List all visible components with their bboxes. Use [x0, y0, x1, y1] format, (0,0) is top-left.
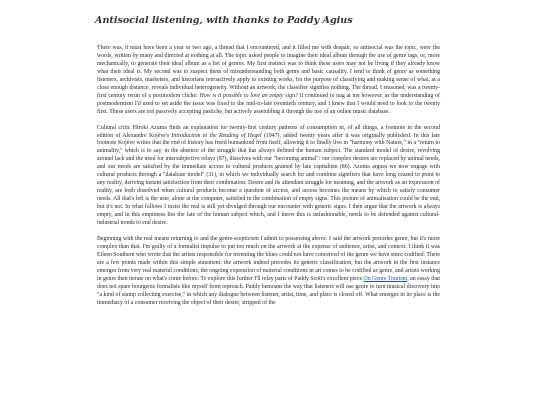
paragraph-2-text-c: (1947), added twenty years after it was originally published. In this late footnote Kojève writes that the end of history has freed humankind from itself, allowing it to finally live in "harmony with Nature," in a "return to animality," which is to say, in the absence of the struggle that has always defined the human subject. The standard model of desire, revolving around lack and the need for intersubjective relays (87), dissolves with our "becoming animal": our complex desires are replaced by animal needs, and our needs are satisfied by the immediate access to cultural products granted by late capitalism (86). Azuma argues we now engage with cultural products through a "database model" (31), in which we individually search for and combine signifiers that have long ceased to point to any reality, deriving instant satisfaction from their combination. Desire and its attendant struggle for meaning, and the artwork as an expression of reality, are both dissolved when cultural products become a question of access, and access becomes the means by which to satisfy consumer needs. All that's left is the user, alone at the computer, satisfied in the combination of empty signs. This picture of animalisation could be the end, but it's not. In what follows I insist the real is still yet divulged through our encounter with generic signs. I then argue that the artwork is always empty, and in this emptiness lies the fate of the human subject which, and I know this is unfashionable, needs to be defended against cultural-industrial trends to end desire.: [97, 132, 440, 227]
article-body: [97, 45, 440, 308]
post-title: Antisocial listening, with thanks to Paddy Agius: [95, 15, 353, 26]
paragraph-1-italic-question: How is it possible to love an empty sign?: [199, 92, 298, 99]
paragraph-3-text-a: Beginning with the real means returning to and the genre-scepticism I admit to possessing above. I said the artwork precedes genre, but it's more complex than that. I'm guilty of a formalist impulse to put too much on the artwork at the expense of audience, artist, and context. I think it was Eileen Southern who wrote that the artists responsible for inventing the blues could not have conceived of the genre we have since codified. There are a few points made within this simple statement: the artwork indeed precedes its generic classification, but the artwork in the first instance emerges from very real material conditions, the ongoing expression of material conditions in art comes to be codified as genre, and artists working in genre then iterate on what's come before. To explore this further I'll relay parts of Paddy Scott's excellent piece: [97, 235, 440, 282]
paragraph-3-text-c: , an essay that does not spare bourgeois formalists like myself from reproach. Paddy bemoans the way that listeners will use genre to turn musical discovery into "a kind of stamp collecting exercise," in which any dialogue between listener, artist, time, and place is closed off. What emerges in its place is the immediacy of a consumer receiving the object of their desire, stripped of the: [97, 275, 440, 306]
paragraph-1-text-c: It continued to nag at me however, as the understanding of postmodernism I'd used to set aside the issue was fixed to the mid-to-late twentieth century, and I knew that I would need to look to the twenty first. These users are not passively accepting pastiche, but actively assembling it through the use of an online music database.: [97, 92, 441, 115]
paragraph-2-text-a: Cultural critic Hiroki Azuma finds an explanation for twenty-first century patterns of consumption in, of all things, a footnote in the second edition of Alexandre Kojève's: [97, 124, 440, 139]
paragraph-3: [97, 236, 440, 308]
paragraph-1-text-a: There was, it must have been a year or two ago, a thread that I encountered, and it filled me with despair, so antisocial was the topic, were the words, written by many and directed at nothing at all. The topic asked people to imagine their ideal album through the use of genre tags, or, more mechanically, to generate their ideal album as a list of genres. My first instinct was to think these users may not be living if they already know what their ideal is. My second was to suspect them of misunderstanding both genre and basic causality. I tend to think of genre as something listeners, archivists, marketers, and historians retroactively apply to existing works, for the purpose of classifying and making sense of what, at a close enough distance, reveals individual heterogeneity. Without an artwork, the classifier signifies nothing. The thread, I reasoned, was a twenty-first century rerun of a postmodern cliche:: [97, 45, 440, 99]
on-genre-tourism-link[interactable]: On Genre Tourism: [363, 275, 408, 282]
paragraph-1: [97, 45, 440, 117]
paragraph-2-book-title: Introduction to the Reading of Hegel: [171, 132, 262, 139]
paragraph-2: [97, 125, 440, 228]
